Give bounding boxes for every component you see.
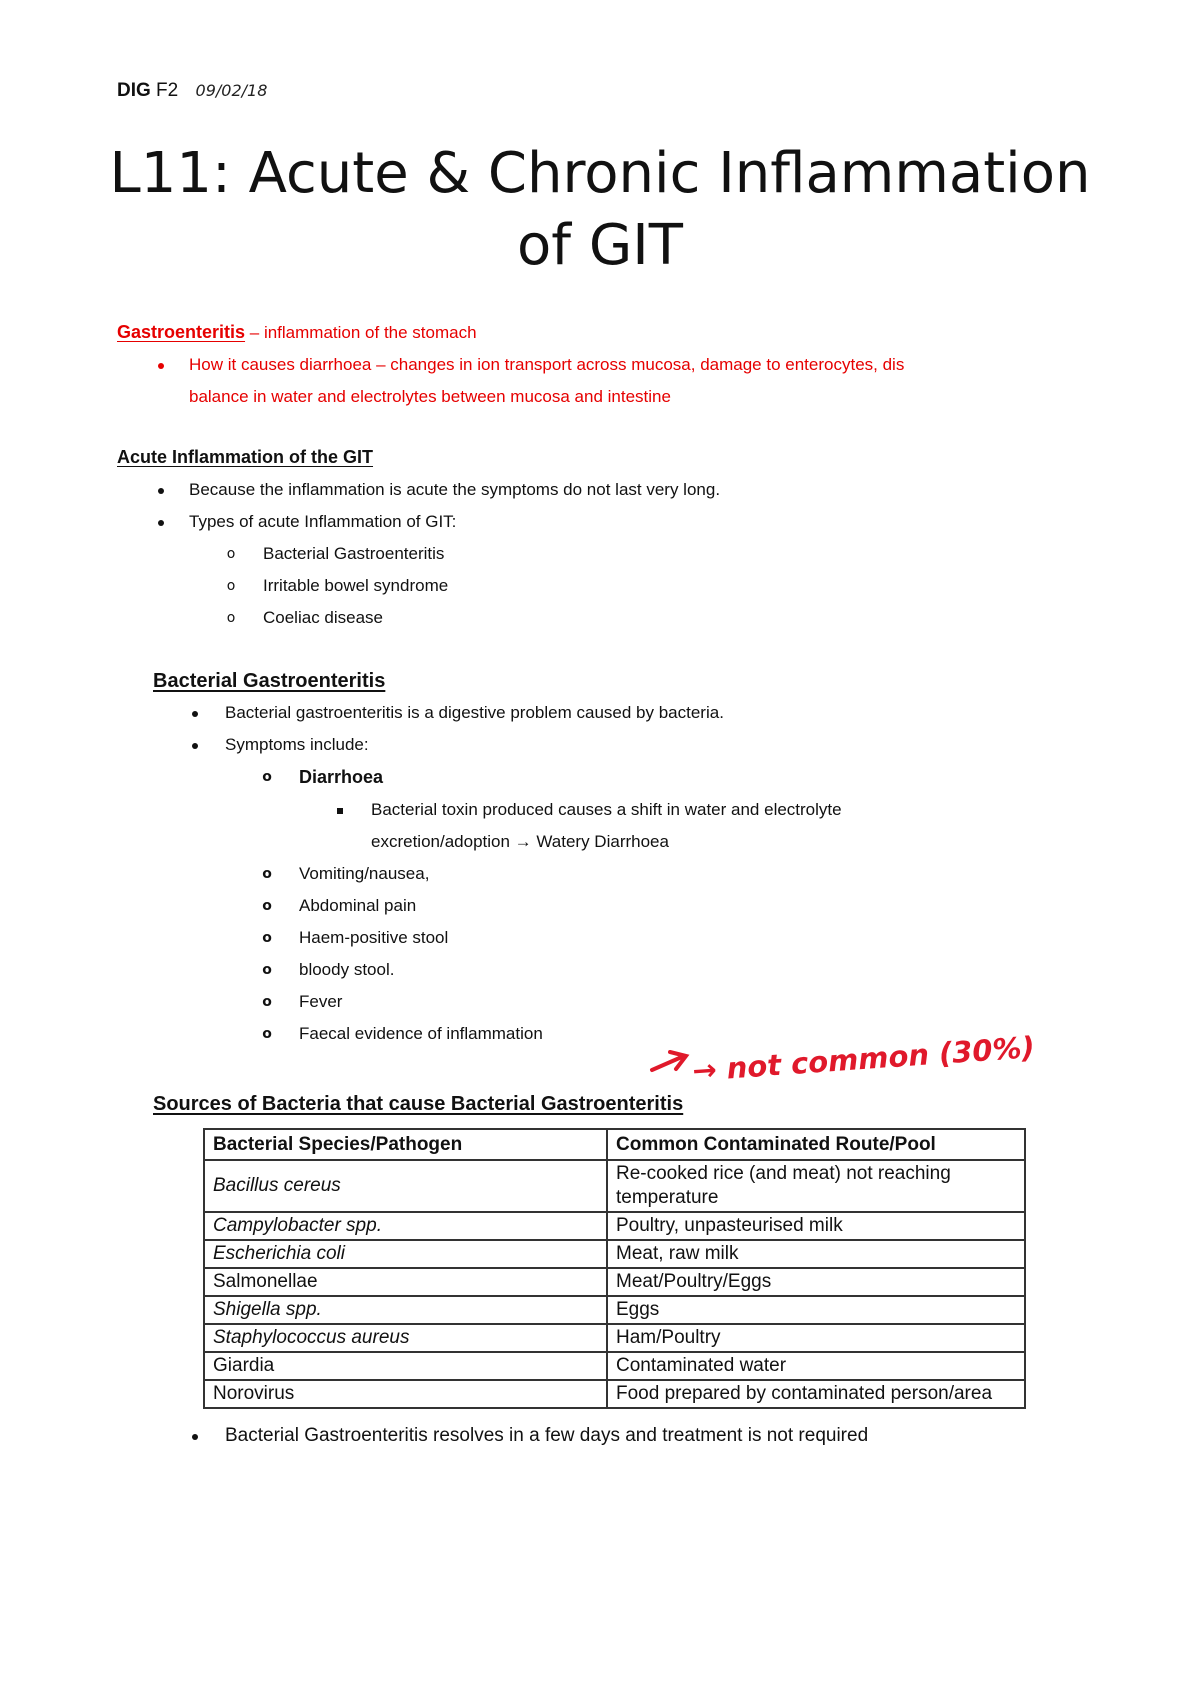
route-cell: Eggs <box>607 1296 1025 1324</box>
acute-type-item <box>117 570 1077 602</box>
bullet-icon <box>155 506 167 538</box>
course-code: DIG <box>117 80 151 101</box>
circle-bullet-icon: o <box>262 962 272 978</box>
gastro-section <box>117 316 1077 413</box>
symptom-diarrhoea <box>153 761 1093 794</box>
column-header: Common Contaminated Route/Pool <box>607 1129 1025 1160</box>
acute-section <box>117 441 1077 634</box>
acute-type-item <box>117 602 1077 634</box>
bullet-icon <box>155 474 167 506</box>
symptom-text: Faecal evidence of inflammation <box>299 1024 543 1043</box>
acute-bullet-text: Because the inflammation is acute the symptoms do not last very long. <box>189 480 721 499</box>
bacterial-bullet-text: Bacterial gastroenteritis is a digestive problem caused by bacteria. <box>225 703 724 722</box>
toxin-line-2: excretion/adoption → Watery Diarrhoea <box>371 832 669 851</box>
route-cell: Ham/Poultry <box>607 1324 1025 1352</box>
square-bullet-icon <box>334 794 346 826</box>
acute-type-text: Bacterial Gastroenteritis <box>263 544 445 563</box>
circle-bullet-icon: o <box>226 610 236 626</box>
handwritten-annotation <box>650 1030 1036 1088</box>
symptom-text: Fever <box>299 992 343 1011</box>
bacterial-section <box>153 665 1093 1050</box>
footer-bullet <box>153 1420 1113 1452</box>
gastro-bullet-line-1: How it causes diarrhoea – changes in ion transport across mucosa, damage to enterocytes, dis <box>189 355 905 374</box>
circle-bullet-icon: o <box>226 546 236 562</box>
table-row <box>204 1240 1025 1268</box>
symptom-list <box>153 858 1093 1050</box>
toxin-line-1: Bacterial toxin produced causes a shift in water and electrolyte <box>371 800 842 819</box>
route-cell: Meat/Poultry/Eggs <box>607 1268 1025 1296</box>
species-cell: Giardia <box>204 1352 607 1380</box>
table-row <box>204 1268 1025 1296</box>
sources-section <box>153 1088 1053 1120</box>
symptom-item <box>153 858 1093 890</box>
table-row <box>204 1212 1025 1240</box>
route-cell: Re-cooked rice (and meat) not reaching temperature <box>607 1160 1025 1212</box>
circle-bullet-icon: o <box>262 1026 272 1042</box>
table-row <box>204 1352 1025 1380</box>
sources-footer <box>153 1420 1113 1452</box>
species-cell: Norovirus <box>204 1380 607 1408</box>
route-cell: Food prepared by contaminated person/area <box>607 1380 1025 1408</box>
acute-bullet-2 <box>117 506 1077 538</box>
acute-bullet-1 <box>117 474 1077 506</box>
annotation-text: → not common (30%) <box>691 1030 1036 1088</box>
species-cell: Salmonellae <box>204 1268 607 1296</box>
gastro-heading-line <box>117 316 1077 349</box>
bacterial-bullet-1 <box>153 697 1093 729</box>
gastro-bullet-line-2: balance in water and electrolytes between mucosa and intestine <box>189 387 671 406</box>
course-code-suffix: F2 <box>150 80 179 101</box>
circle-bullet-icon: o <box>262 866 272 882</box>
species-cell: Shigella spp. <box>204 1296 607 1324</box>
table-row <box>204 1324 1025 1352</box>
symptom-text: Diarrhoea <box>299 767 384 787</box>
circle-bullet-icon: o <box>226 578 236 594</box>
title-line-2: of GIT <box>517 213 683 278</box>
table-row <box>204 1296 1025 1324</box>
symptom-text: bloody stool. <box>299 960 395 979</box>
symptom-item <box>153 954 1093 986</box>
circle-bullet-icon: o <box>262 769 272 785</box>
table-header-row <box>204 1129 1025 1160</box>
symptom-item <box>153 890 1093 922</box>
column-header: Bacterial Species/Pathogen <box>204 1129 607 1160</box>
table-row <box>204 1380 1025 1408</box>
acute-heading: Acute Inflammation of the GIT <box>117 447 374 467</box>
title-line-1: L11: Acute & Chronic Inflammation <box>109 141 1091 206</box>
bacterial-bullet-text: Symptoms include: <box>225 735 369 754</box>
gastro-definition: – inflammation of the stomach <box>245 323 477 342</box>
species-cell: Escherichia coli <box>204 1240 607 1268</box>
species-cell: Bacillus cereus <box>204 1160 607 1212</box>
symptom-item <box>153 986 1093 1018</box>
gastro-bullet <box>117 349 1077 413</box>
acute-bullet-text: Types of acute Inflammation of GIT: <box>189 512 457 531</box>
symptom-text: Vomiting/nausea, <box>299 864 430 883</box>
circle-bullet-icon: o <box>262 994 272 1010</box>
symptom-item <box>153 922 1093 954</box>
circle-bullet-icon: o <box>262 898 272 914</box>
toxin-note <box>153 794 1093 858</box>
arrow-icon <box>652 1052 686 1070</box>
acute-type-item <box>117 538 1077 570</box>
bullet-icon <box>189 729 201 761</box>
acute-type-text: Coeliac disease <box>263 608 384 627</box>
bullet-icon <box>189 697 201 729</box>
symptom-text: Haem-positive stool <box>299 928 449 947</box>
symptom-text: Abdominal pain <box>299 896 417 915</box>
sources-heading: Sources of Bacteria that cause Bacterial Gastroenteritis <box>153 1093 684 1115</box>
acute-type-text: Irritable bowel syndrome <box>263 576 449 595</box>
route-cell: Poultry, unpasteurised milk <box>607 1212 1025 1240</box>
gastro-heading: Gastroenteritis <box>117 322 246 342</box>
table-row <box>204 1160 1025 1212</box>
bacterial-heading: Bacterial Gastroenteritis <box>153 670 386 692</box>
bacterial-bullet-2 <box>153 729 1093 761</box>
species-cell: Staphylococcus aureus <box>204 1324 607 1352</box>
doc-date: 09/02/18 <box>195 81 268 100</box>
footer-text: Bacterial Gastroenteritis resolves in a few days and treatment is not required <box>225 1425 869 1446</box>
doc-header <box>117 80 267 102</box>
route-cell: Contaminated water <box>607 1352 1025 1380</box>
route-cell: Meat, raw milk <box>607 1240 1025 1268</box>
bullet-icon <box>155 349 167 381</box>
bullet-icon <box>189 1420 201 1452</box>
circle-bullet-icon: o <box>262 930 272 946</box>
species-cell: Campylobacter spp. <box>204 1212 607 1240</box>
page-title <box>100 138 1100 282</box>
bacteria-sources-table <box>203 1128 1026 1409</box>
